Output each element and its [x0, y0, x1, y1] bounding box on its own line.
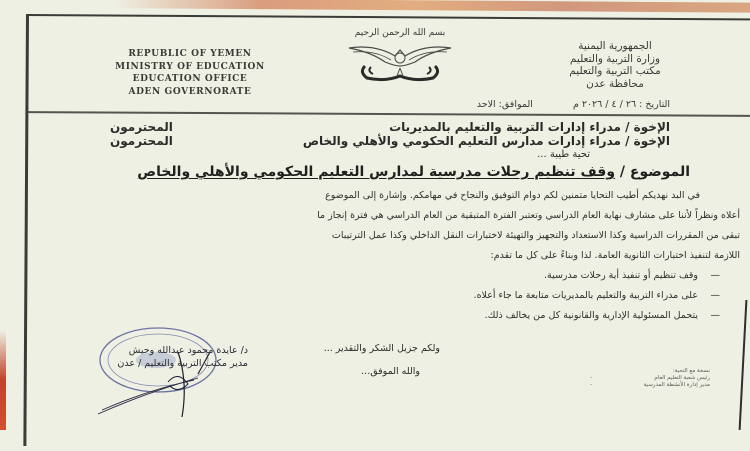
body-line: تبقى من المقررات الدراسية وكذا الاستعداد والتجهيز والتهيئة لاختبارات النقل الداخلي وكذا عمل الترتيبات: [331, 230, 740, 241]
cc-item: [590, 382, 710, 389]
letterhead-line: EDUCATION OFFICE: [132, 74, 248, 84]
letterhead-line: الجمهورية اليمنية: [578, 40, 652, 52]
directive-text: وقف تنظيم أو تنفيذ أية رحلات مدرسية.: [543, 270, 698, 281]
subject-text: وقف تنظيم رحلات مدرسية لمدارس التعليم الحكومي والأهلي والخاص: [137, 164, 616, 180]
addressee: الإخوة / مدراء إدارات التربية والتعليم بالمديريات: [389, 120, 670, 134]
letterhead-line: REPUBLIC OF YEMEN: [128, 49, 252, 59]
body-line: في البد نهديكم أطيب التحايا متمنين لكم دوام التوفيق والنجاح في مهامكم. وإشارة إلى الموضوع: [325, 190, 700, 201]
body-line: أعلاه ونظراً لأننا على مشارف نهاية العام الدراسي وتعتبر الفترة المتبقية من العام الدراسي هي فترة إنجاز ما: [317, 210, 740, 221]
directive-text: يتحمل المسئولية الإدارية والقانونية كل من يخالف ذلك.: [484, 310, 698, 321]
emblem-block: [340, 28, 460, 88]
cc-label: رئيس شعبة التعليم العام: [654, 375, 710, 381]
eagle-emblem-icon: [345, 40, 455, 84]
directive-list: [90, 266, 740, 326]
greeting: تحية طيبة ...: [537, 149, 590, 160]
body-line: اللازمة لتنفيذ اختبارات الثانوية العامة. لذا وبناءً على كل ما تقدم:: [490, 250, 740, 261]
signature-block: [28, 322, 288, 422]
directive-item: [90, 266, 720, 286]
arabic-letterhead: [520, 40, 670, 90]
cc-mark: -: [590, 375, 592, 381]
addressees-block: [110, 120, 670, 162]
official-stamp-icon: [28, 322, 288, 422]
dash-marker: —: [710, 310, 720, 321]
paper-edge-left: [0, 330, 6, 430]
letterhead-line: وزارة التربية والتعليم: [569, 52, 661, 65]
signatory-title: مدير مكتب التربية والتعليم / عدن: [117, 358, 248, 369]
cc-item: [590, 375, 710, 382]
dash-marker: —: [710, 270, 720, 281]
letter-body: [90, 186, 740, 326]
letterhead-line: محافظة عدن: [586, 77, 644, 90]
honorific: المحترمون: [110, 134, 173, 148]
paper-edge-top: [0, 0, 750, 13]
dash-marker: —: [710, 290, 720, 301]
basmala: بسم الله الرحمن الرحيم: [354, 28, 446, 38]
cc-item: [590, 368, 710, 375]
closing-line: والله الموفق...: [361, 366, 420, 377]
english-letterhead: [80, 48, 300, 98]
directive-text: على مدراء التربية والتعليم بالمديريات متابعة ما جاء أعلاه.: [473, 290, 698, 301]
date-field: التاريخ : ٢٦ / ٤ / ٢٠٢٦ م: [572, 99, 670, 110]
signatory: [48, 344, 248, 370]
cc-label: نسخة مع التحية:: [672, 368, 710, 374]
cc-list: [590, 368, 710, 389]
cc-label: مدير إدارة الأنشطة المدرسية: [643, 382, 710, 388]
closing-line: ولكم جزيل الشكر والتقدير ...: [323, 343, 440, 354]
day-field: الموافق: الاحد: [476, 99, 533, 110]
addressee-row: [110, 134, 670, 148]
subject-line: [100, 164, 690, 180]
subject-label: الموضوع /: [619, 164, 690, 180]
honorific: المحترمون: [110, 120, 173, 134]
letterhead-line: ADEN GOVERNORATE: [128, 86, 252, 97]
date-row: [230, 99, 670, 110]
addressee: الإخوة / مدراء إدارات مدارس التعليم الحكومي والأهلي والخاص: [302, 134, 670, 148]
cc-mark: -: [590, 382, 592, 388]
directive-item: [90, 286, 720, 306]
letterhead-line: مكتب التربية والتعليم: [569, 65, 661, 77]
signatory-name: د/ عايدة محمود عبدالله وحيش: [128, 345, 248, 356]
letterhead-line: MINISTRY OF EDUCATION: [115, 61, 265, 72]
addressee-row: [110, 120, 670, 134]
